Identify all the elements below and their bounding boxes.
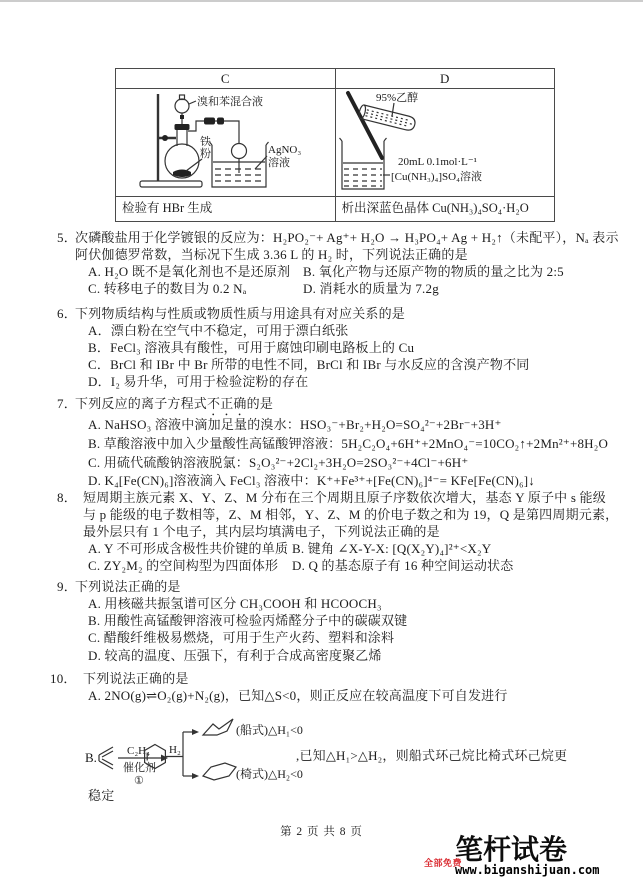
iron-stand-icon	[140, 94, 202, 187]
experiment-table	[115, 68, 555, 222]
question-9-number: 9．	[57, 579, 77, 594]
question-5-option-c: C. 转移电子的数目为 0.2 Nₐ	[88, 281, 247, 296]
question-9-option-d: D. 较高的温度、压强下，有利于合成高密度聚乙烯	[88, 648, 382, 663]
question-8-option-b: B. 键角 ∠X-Y-X: [Q(X₂Y)₄]²⁺<X₂Y	[292, 541, 492, 556]
question-5-line-2: 阿伏伽德罗常数，当标况下生成 3.36 L 的 H₂ 时，下列说法正确的是	[75, 247, 468, 262]
question-8-number: 8．	[57, 490, 77, 505]
question-6-option-b: B．FeCl₃ 溶液具有酸性，可用于腐蚀印刷电路板上的 Cu	[88, 340, 415, 355]
iron-label-char1: 铁	[200, 136, 211, 148]
boat-structure-icon	[203, 719, 233, 735]
step-number-label: ①	[134, 775, 144, 787]
question-5-option-a: A. H₂O 既不是氧化剂也不是还原剂	[88, 264, 291, 279]
agno3-label: AgNO₃	[268, 144, 302, 156]
table-header-d: D	[335, 69, 555, 89]
question-10-head	[50, 671, 189, 686]
question-10-option-a: A. 2NO(g)⇌O₂(g)+N₂(g)，已知△S<0，则正反应在较高温度下可自发进行	[88, 688, 508, 703]
result-c: 检验有 HBr 生成	[116, 197, 336, 222]
question-7-number: 7．	[57, 396, 77, 411]
question-8-text-1: 短周期主族元素 X、Y、Z、M 分布在三个周期且原子序数依次增大，基态 Y 原子中 s 能级	[83, 490, 606, 505]
diene-structure-icon	[99, 747, 113, 769]
question-8-line-1	[57, 490, 606, 505]
question-5-number: 5．	[57, 230, 77, 245]
dropping-funnel-icon	[175, 95, 189, 124]
apparatus-c-cell	[116, 89, 336, 197]
watermark-free-badge: 全部免费	[424, 858, 463, 868]
question-5-text-1: 次磷酸盐用于化学镀银的反应为：H₂PO₂⁻+ Ag⁺+ H₂O → H₃PO₄+ Ag + H₂↑（未配平），Nₐ 表示	[75, 230, 619, 245]
question-5-line-1	[57, 230, 619, 245]
question-9-option-b: B. 用酸性高锰酸钾溶液可检验丙烯醛分子中的碳碳双键	[88, 613, 408, 628]
question-9-text: 下列说法正确的是	[75, 579, 181, 594]
scan-top-edge	[0, 0, 643, 2]
watermark-brand: 笔杆试卷	[455, 834, 568, 865]
question-6-option-c: C．BrCl 和 IBr 中 Br 所带的电性不同，BrCl 和 IBr 与水反应的含溴产物不同	[88, 357, 530, 372]
apparatus-d-cell	[335, 89, 555, 197]
inverted-funnel-icon	[232, 144, 247, 174]
question-7-option-b: B. 草酸溶液中加入少量酸性高锰酸钾溶液：5H₂C₂O₄+6H⁺+2MnO₄⁻=10CO₂↑+2Mn²⁺+8H₂O	[88, 436, 609, 451]
question-7-option-c: C. 用硫代硫酸钠溶液脱氯：S₂O₃²⁻+2Cl₂+3H₂O=2SO₃²⁻+4Cl⁻+6H⁺	[88, 455, 469, 470]
chair-label: (椅式)△H₂<0	[236, 767, 303, 781]
question-10-b-text: ,已知△H₁>△H₂，则船式环己烷比椅式环己烷更	[296, 748, 568, 763]
branch-bracket	[183, 729, 199, 779]
beaker-icon	[339, 138, 386, 189]
question-8-option-d: D. Q 的基态原子有 16 种空间运动状态	[292, 558, 514, 573]
apparatus-d-illustration	[336, 89, 554, 196]
question-7-option-a: A. NaHSO₃ 溶液中滴加足量的溴水：HSO₃⁻+Br₂+H₂O=SO₄²⁻+2Br⁻+3H⁺	[88, 417, 502, 432]
iron-label-char2: 粉	[200, 148, 211, 160]
question-7-head	[57, 396, 273, 419]
question-7-text-emphasis: 不正确	[207, 396, 247, 411]
question-8-line-3: 最外层只有 1 个电子，其内层均填满电子，下列说法正确的是	[83, 524, 440, 539]
question-9-option-a: A. 用核磁共振氢谱可区分 CH₃COOH 和 HCOOCH₃	[88, 596, 382, 611]
agno3-solution-label: 溶液	[268, 157, 290, 169]
question-7-text-post: 的是	[246, 396, 274, 411]
question-5-option-d: D. 消耗水的质量为 7.2g	[303, 281, 439, 296]
question-8-option-c: C. ZY₂M₂ 的空间构型为四面体形	[88, 558, 279, 573]
mixture-label: 溴和苯混合液	[197, 96, 263, 108]
question-6-text: 下列物质结构与性质或物质性质与用途具有对应关系的是	[75, 306, 406, 321]
question-9-head	[57, 579, 181, 594]
solution-label: [Cu(NH₃)₄]SO₄溶液	[390, 171, 482, 183]
question-6-number: 6．	[57, 306, 77, 321]
page-number: 第 2 页 共 8 页	[280, 826, 363, 838]
question-10-text: 下列说法正确的是	[83, 671, 189, 686]
option-b-label: B.	[85, 750, 97, 765]
question-9-option-c: C. 醋酸纤维极易燃烧，可用于生产火药、塑料和涂料	[88, 630, 395, 645]
connecting-tube-icon	[188, 118, 239, 144]
h2-label: H₂	[169, 744, 181, 756]
question-6-head	[57, 306, 405, 321]
question-7-option-d: D. K₄[Fe(CN)₆]溶液滴入 FeCl₃ 溶液中：K⁺+Fe³⁺+[Fe(CN)₆]⁴⁻= KFe[Fe(CN)₆]↓	[88, 473, 535, 488]
table-header-c: C	[116, 69, 336, 89]
question-7-text-pre: 下列反应的离子方程式	[75, 396, 208, 411]
apparatus-c-illustration	[116, 89, 334, 196]
reagent-label: C₂H₄	[127, 745, 150, 757]
question-6-option-a: A．漂白粉在空气中不稳定，可用于漂白纸张	[88, 323, 349, 338]
question-6-option-d: D．I₂ 易升华，可用于检验淀粉的存在	[88, 374, 309, 389]
question-10-number: 10．	[50, 671, 77, 686]
question-10-b-tail: 稳定	[88, 788, 115, 803]
chair-structure-icon	[203, 763, 236, 780]
catalyst-label: 催化剂	[123, 762, 156, 774]
hydrogenation-scheme	[85, 710, 320, 790]
question-8-option-a: A. Y 不可形成含极性共价键的单质	[88, 541, 289, 556]
boat-label: (船式)△H₁<0	[236, 723, 303, 737]
flask-icon	[165, 124, 199, 178]
concentration-label: 20mL 0.1mol·L⁻¹	[397, 156, 477, 168]
iron-powder-pile	[173, 170, 191, 178]
result-d: 析出深蓝色晶体 Cu(NH₃)₄SO₄·H₂O	[335, 197, 555, 222]
watermark-url: www.biganshijuan.com	[455, 863, 600, 877]
question-5-option-b: B. 氧化产物与还原产物的物质的量之比为 2:5	[303, 264, 564, 279]
ethanol-label: 95%乙醇	[375, 92, 418, 104]
question-8-line-2: 与 p 能级的电子数相等，Z、M 相邻，Y、Z、M 的价电子数之和为 19，Q 是第四周期元素，	[83, 507, 619, 522]
